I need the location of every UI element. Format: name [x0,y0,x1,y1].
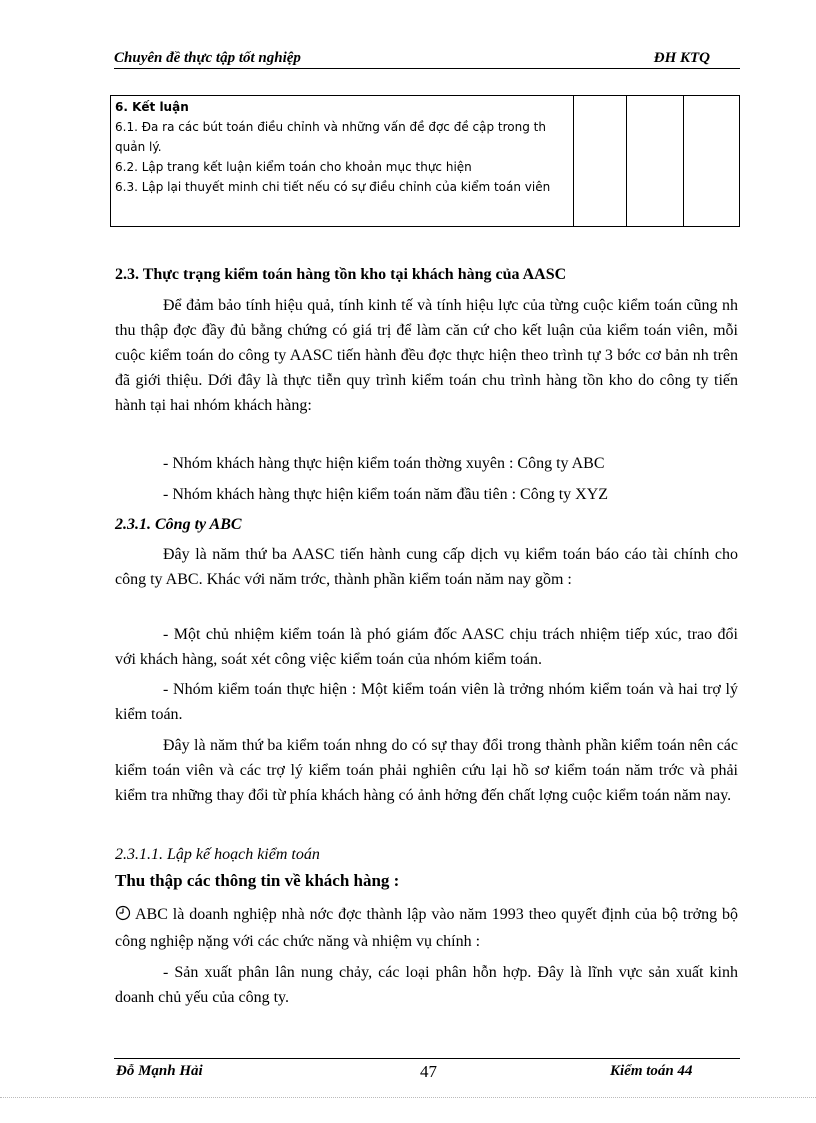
section-heading: 2.3. Thực trạng kiểm toán hàng tồn kho tại khách hàng của AASC [115,266,567,283]
paragraph-text: ABC là doanh nghiệp nhà nớc đợc thành lập vào năm 1993 theo quyết định của bộ trởng bộ công nghiệp nặng với các chức năng và nhiệm vụ chính : [115,906,738,950]
table-cell-empty [573,96,626,227]
header-title: Chuyên đề thực tập tốt nghiệp [114,50,301,66]
paragraph: - Nhóm kiểm toán thực hiện : Một kiểm toán viên là trởng nhóm kiểm toán và hai trợ lý kiểm toán. [115,681,738,723]
table-line: 6.1. Đa ra các bút toán điều chỉnh và những vấn đề đợc đề cập trong th quản lý. [115,120,546,154]
clock-icon [115,904,131,929]
paragraph: - Sản xuất phân lân nung chảy, các loại phân hỗn hợp. Đây là lĩnh vực sản xuất kinh doanh chủ yếu của công ty. [115,964,738,1006]
paragraph: Đây là năm thứ ba kiểm toán nhng do có sự thay đổi trong thành phần kiểm toán nên các kiểm toán viên và các trợ lý kiểm toán phải nghiên cứu lại hồ sơ kiểm toán năm trớc và phải kiểm tra những thay đổi từ phía khách hàng có ảnh hởng đến chất lợng cuộc kiểm toán năm nay. [115,737,738,804]
paragraph: Để đảm bảo tính hiệu quả, tính kinh tế và tính hiệu lực của từng cuộc kiểm toán cũng nh thu thập đợc đầy đủ bằng chứng có giá trị để làm căn cứ cho kết luận của kiểm toán viên, mỗi cuộc kiểm toán do công ty AASC tiến hành đều đợc thực hiện theo trình tự 3 bớc cơ bản nh trên đã giới thiệu. Dới đây là thực tiễn quy trình kiểm toán chu trình hàng tồn kho do công ty tiến hành tại hai nhóm khách hàng: [115,297,738,414]
footer-course: Kiểm toán 44 [610,1063,693,1079]
audit-program-table [110,95,740,227]
table-line: 6.2. Lập trang kết luận kiểm toán cho khoản mục thực hiện [115,160,472,174]
footer-author: Đỗ Mạnh Hải [116,1063,203,1079]
page-header [114,50,740,69]
bold-heading: Thu thập các thông tin về khách hàng : [115,871,400,890]
table-cell-empty [683,96,739,227]
subsection-heading: 2.3.1. Công ty ABC [115,516,242,533]
table-row [111,96,740,227]
page-number: 47 [420,1062,437,1081]
bullet-item: - Nhóm khách hàng thực hiện kiểm toán thờng xuyên : Công ty ABC [163,455,605,472]
table-title: 6. Kết luận [115,100,189,114]
paragraph: - Một chủ nhiệm kiểm toán là phó giám đốc AASC chịu trách nhiệm tiếp xúc, trao đổi với khách hàng, soát xét công việc kiểm toán của nhóm kiểm toán. [115,626,738,668]
paragraph-with-symbol [115,902,738,954]
paragraph: Đây là năm thứ ba AASC tiến hành cung cấp dịch vụ kiểm toán báo cáo tài chính cho công ty ABC. Khác với năm trớc, thành phần kiểm toán năm nay gồm : [115,546,738,588]
table-cell-content [111,96,574,227]
table-cell-empty [626,96,683,227]
table-line: 6.3. Lập lại thuyết minh chi tiết nếu có sự điều chỉnh của kiểm toán viên [115,180,551,194]
page-footer [114,1058,740,1081]
header-code: ĐH KTQ [653,50,710,66]
subsection-heading-2: 2.3.1.1. Lập kế hoạch kiểm toán [115,846,320,863]
bullet-item: - Nhóm khách hàng thực hiện kiểm toán năm đầu tiên : Công ty XYZ [163,486,609,503]
page-bottom-divider [0,1097,816,1098]
